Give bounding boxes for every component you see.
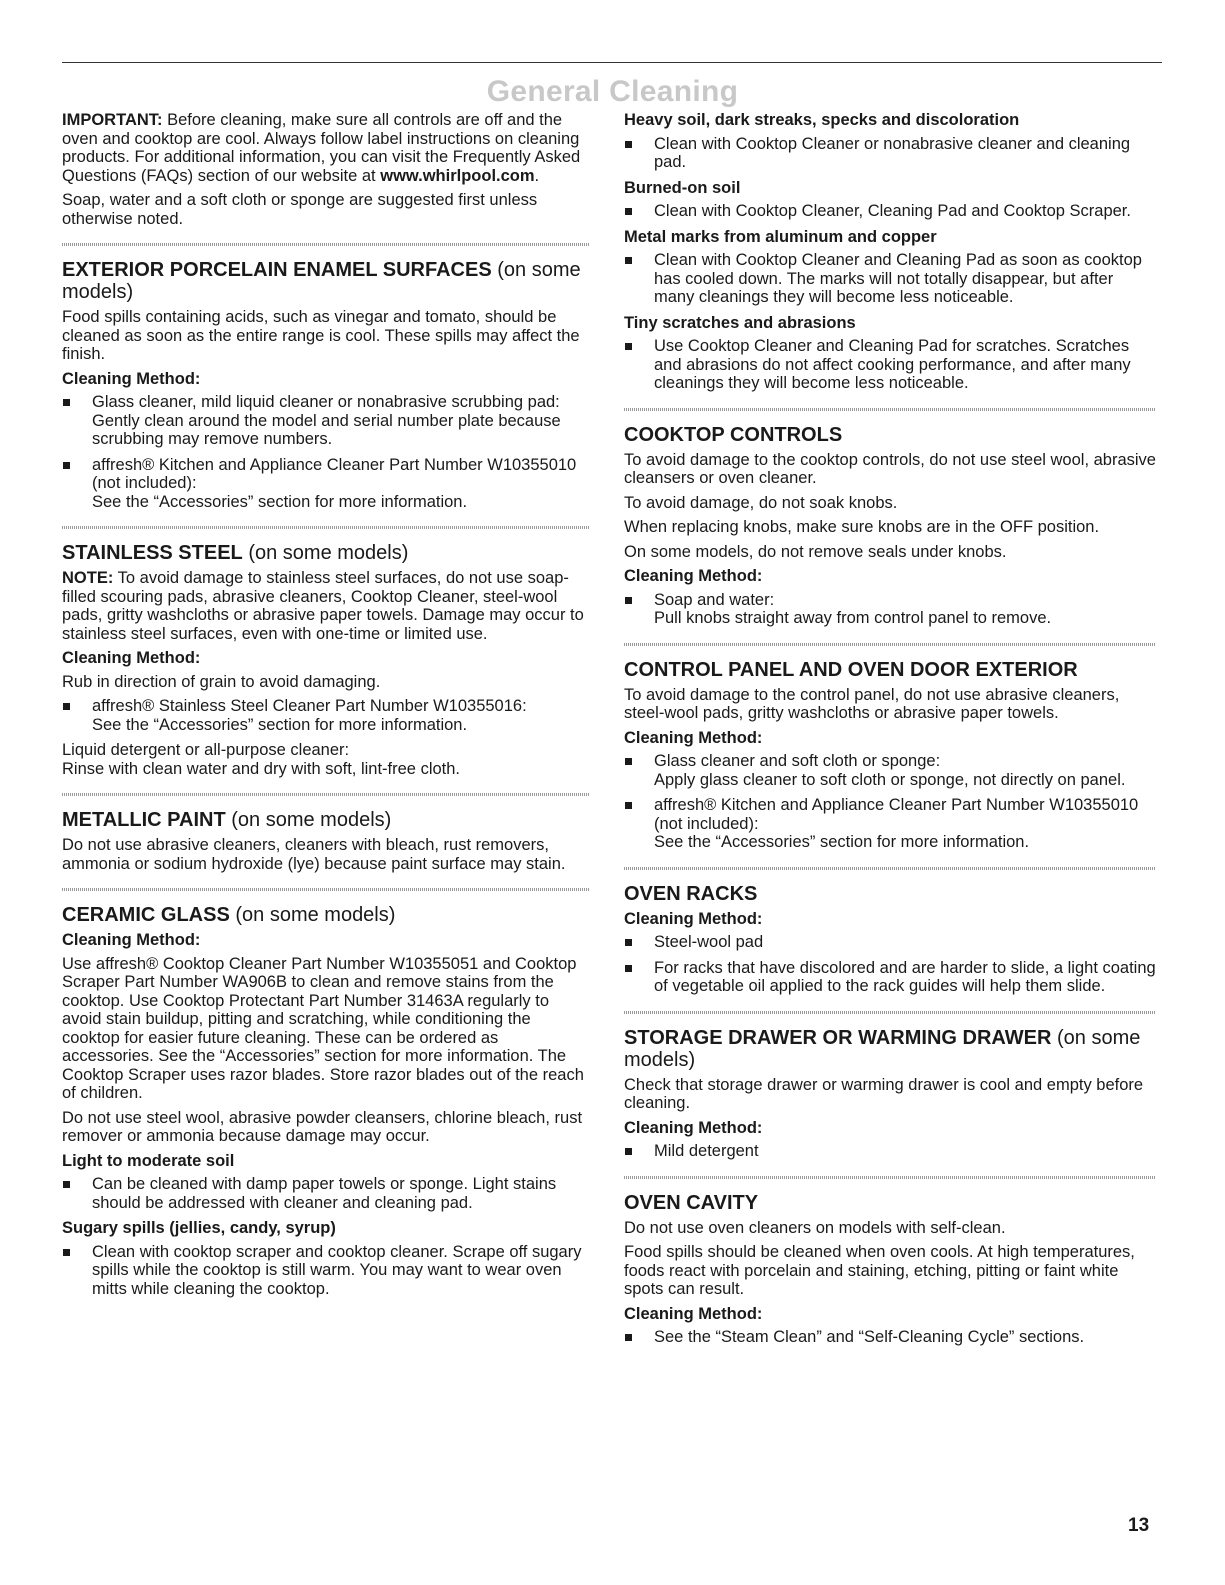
paragraph: Food spills containing acids, such as vinegar and tomato, should be cleaned as soon as the entire range is cool. These spills may affect the finish. xyxy=(62,308,580,363)
section-ceramic-glass xyxy=(62,904,590,1298)
cleaning-method-label: Cleaning Method: xyxy=(624,1304,763,1323)
section-heading xyxy=(62,259,590,303)
heading-note: (on some models) xyxy=(62,259,581,303)
bullet-square-icon xyxy=(625,1334,632,1341)
section-storage-drawer xyxy=(624,1027,1156,1161)
section-heading xyxy=(624,659,1156,681)
bullet-square-icon xyxy=(63,1181,70,1188)
heading-bold: STAINLESS STEEL xyxy=(62,542,243,564)
bullet-square-icon xyxy=(625,141,632,148)
bullet-subtext: See the “Accessories” section for more information. xyxy=(654,833,1030,851)
important-text: Before cleaning, make sure all controls are off and the oven and cooktop are cool. Always follow label instructions on cleaning products. For additional information, you can visit the Frequently Asked Questions (FAQs) section of our website at xyxy=(62,111,581,185)
section-heading xyxy=(62,809,590,831)
section-divider xyxy=(624,643,1156,646)
paragraph: Do not use oven cleaners on models with self-clean. xyxy=(624,1218,1006,1237)
heading-note: (on some models) xyxy=(242,542,409,564)
bullet-text: See the “Steam Clean” and “Self-Cleaning Cycle” sections. xyxy=(654,1328,1085,1346)
heading-bold: STORAGE DRAWER OR WARMING DRAWER xyxy=(624,1026,1052,1049)
bullet-text: affresh® Stainless Steel Cleaner Part Number W10355016: xyxy=(92,697,527,715)
section-control-panel xyxy=(624,659,1156,852)
bullet-text: Use Cooktop Cleaner and Cleaning Pad for scratches. Scratches and abrasions do not affect cooking performance, and after many cleanings they will become less noticeable. xyxy=(654,337,1131,392)
section-divider xyxy=(62,793,590,796)
bullet-square-icon xyxy=(625,208,632,215)
section-divider xyxy=(624,867,1156,870)
bullet-square-icon xyxy=(625,597,632,604)
bullet-text: affresh® Kitchen and Appliance Cleaner Part Number W10355010 (not included): xyxy=(92,455,577,492)
paragraph: To avoid damage to the cooktop controls, do not use steel wool, abrasive cleansers or oven cleaner. xyxy=(624,450,1156,487)
section-divider xyxy=(62,243,590,246)
bullet-square-icon xyxy=(63,462,70,469)
page-title: General Cleaning xyxy=(486,75,739,108)
bullet-item xyxy=(624,591,1156,628)
heading-bold: OVEN CAVITY xyxy=(624,1191,759,1214)
heading-note: (on some models) xyxy=(225,809,392,831)
subheading: Heavy soil, dark streaks, specks and discoloration xyxy=(624,111,1020,129)
bullet-item xyxy=(624,251,1156,307)
paragraph: To avoid damage to the control panel, do not use abrasive cleaners, steel-wool pads, gritty washcloths or abrasive paper towels. xyxy=(624,685,1120,722)
subheading: Burned-on soil xyxy=(624,178,741,197)
section-heading xyxy=(62,542,590,564)
bullet-square-icon xyxy=(625,939,632,946)
bullet-subtext: See the “Accessories” section for more information. xyxy=(92,715,468,734)
bullet-item xyxy=(62,1243,590,1299)
subheading: Metal marks from aluminum and copper xyxy=(624,227,937,246)
cleaning-method-label: Cleaning Method: xyxy=(62,931,201,949)
rinse-text: Rinse with clean water and dry with soft, lint-free cloth. xyxy=(62,759,461,778)
bullet-text: Steel-wool pad xyxy=(654,933,764,951)
bullet-square-icon xyxy=(625,343,632,350)
bullet-text: affresh® Kitchen and Appliance Cleaner Part Number W10355010 (not included): xyxy=(654,796,1139,833)
heading-bold: OVEN RACKS xyxy=(624,882,758,905)
right-column xyxy=(624,111,1156,1354)
bullet-subtext: See the “Accessories” section for more information. xyxy=(92,492,468,511)
bullet-item xyxy=(624,959,1156,996)
section-divider xyxy=(624,1176,1156,1179)
heading-bold: METALLIC PAINT xyxy=(62,809,226,831)
bullet-text: Mild detergent xyxy=(654,1142,759,1160)
section-cooktop-controls xyxy=(624,424,1156,628)
section-stainless-steel xyxy=(62,542,590,778)
cleaning-method-label: Cleaning Method: xyxy=(624,1118,763,1137)
paragraph: On some models, do not remove seals under knobs. xyxy=(624,542,1007,561)
soap-paragraph: Soap, water and a soft cloth or sponge are suggested first unless otherwise noted. xyxy=(62,191,538,228)
heading-bold: CERAMIC GLASS xyxy=(62,904,230,926)
bullet-item xyxy=(624,752,1156,789)
heading-bold: CONTROL PANEL AND OVEN DOOR EXTERIOR xyxy=(624,658,1078,681)
bullet-square-icon xyxy=(63,703,70,710)
bullet-text: Clean with cooktop scraper and cooktop cleaner. Scrape off sugary spills while the cooktop is still warm. You may want to wear oven mitts while cleaning the cooktop. xyxy=(92,1242,582,1298)
bullet-square-icon xyxy=(625,965,632,972)
paragraph: Food spills should be cleaned when oven cools. At high temperatures, foods react with porcelain and staining, etching, pitting or faint white spots can result. xyxy=(624,1243,1135,1298)
important-label: IMPORTANT: xyxy=(62,111,163,129)
section-divider xyxy=(62,526,590,529)
bullet-subtext: Gently clean around the model and serial number plate because scrubbing may remove numbers. xyxy=(92,411,561,448)
bullet-text: Clean with Cooktop Cleaner or nonabrasive cleaner and cleaning pad. xyxy=(654,134,1131,171)
paragraph: To avoid damage, do not soak knobs. xyxy=(624,493,898,512)
bullet-square-icon xyxy=(625,758,632,765)
cleaning-method-label: Cleaning Method: xyxy=(624,728,763,747)
important-paragraph xyxy=(62,111,590,185)
bullet-item xyxy=(62,1175,590,1212)
section-oven-cavity xyxy=(624,1192,1156,1347)
note-paragraph xyxy=(62,569,590,643)
left-column xyxy=(62,111,590,1305)
bullet-item xyxy=(62,456,590,512)
section-heading xyxy=(624,424,1156,446)
subheading: Sugary spills (jellies, candy, syrup) xyxy=(62,1219,336,1237)
bullet-subtext: Apply glass cleaner to soft cloth or sponge, not directly on panel. xyxy=(654,770,1126,789)
cleaning-method-label: Cleaning Method: xyxy=(62,369,201,388)
bullet-text: For racks that have discolored and are harder to slide, a light coating of vegetable oil applied to the rack guides will help them slide. xyxy=(654,958,1156,995)
section-heading xyxy=(624,1192,1156,1214)
bullet-subtext: Pull knobs straight away from control panel to remove. xyxy=(654,609,1052,627)
bullet-text: Glass cleaner and soft cloth or sponge: xyxy=(654,752,941,770)
bullet-text: Glass cleaner, mild liquid cleaner or nonabrasive scrubbing pad: xyxy=(92,393,560,411)
liquid-text: Liquid detergent or all-purpose cleaner: xyxy=(62,741,350,759)
bullet-item xyxy=(624,135,1156,172)
section-oven-racks xyxy=(624,883,1156,996)
section-divider xyxy=(624,1011,1156,1014)
bullet-square-icon xyxy=(625,257,632,264)
bullet-item xyxy=(624,796,1156,852)
bullet-square-icon xyxy=(63,399,70,406)
section-divider xyxy=(624,408,1156,411)
section-exterior xyxy=(62,259,590,511)
heading-bold: EXTERIOR PORCELAIN ENAMEL SURFACES xyxy=(62,259,492,281)
paragraph: Rub in direction of grain to avoid damaging. xyxy=(62,672,381,691)
bullet-square-icon xyxy=(625,1148,632,1155)
cleaning-method-label: Cleaning Method: xyxy=(624,567,763,585)
bullet-square-icon xyxy=(625,802,632,809)
bullet-text: Soap and water: xyxy=(654,590,775,609)
bullet-text: Clean with Cooktop Cleaner, Cleaning Pad and Cooktop Scraper. xyxy=(654,202,1131,220)
subheading: Tiny scratches and abrasions xyxy=(624,313,856,332)
section-heading xyxy=(624,883,1156,905)
heading-bold: COOKTOP CONTROLS xyxy=(624,423,843,446)
note-text: To avoid damage to stainless steel surfaces, do not use soap-filled scouring pads, abrasive cleaners, Cooktop Cleaner, steel-wool pads, gritty washcloths or abrasive paper towels. Damage may occur to stainless steel surfaces, even with one-time or limited use. xyxy=(62,569,584,643)
heading-note: (on some models) xyxy=(624,1026,1141,1071)
bullet-item xyxy=(624,1142,1156,1161)
paragraph: Check that storage drawer or warming drawer is cool and empty before cleaning. xyxy=(624,1075,1144,1112)
note-label: NOTE: xyxy=(62,569,114,587)
paragraph xyxy=(62,741,590,778)
section-heading xyxy=(624,1027,1156,1071)
bullet-text: Clean with Cooktop Cleaner and Cleaning Pad as soon as cooktop has cooled down. The marks will not totally disappear, but after many cleanings they will become less noticeable. xyxy=(654,251,1142,306)
paragraph: Do not use abrasive cleaners, cleaners with bleach, rust removers, ammonia or sodium hydroxide (lye) because paint surface may stain. xyxy=(62,836,566,873)
bullet-item xyxy=(624,337,1156,393)
website-end: . xyxy=(534,166,540,185)
paragraph: Use affresh® Cooktop Cleaner Part Number W10355051 and Cooktop Scraper Part Number WA906B to clean and remove stains from the cooktop. Use Cooktop Protectant Part Number 31463A regularly to avoid stain buildup, pitting and scratching, while conditioning the cooktop for easier future cleaning. These can be ordered as accessories. See the “Accessories” section for more information. The Cooktop Scraper uses razor blades. Store razor blades out of the reach of children. xyxy=(62,954,584,1102)
subheading: Light to moderate soil xyxy=(62,1151,235,1170)
bullet-square-icon xyxy=(63,1249,70,1256)
cleaning-method-label: Cleaning Method: xyxy=(62,649,201,667)
bullet-item xyxy=(62,697,590,734)
section-divider xyxy=(62,888,590,891)
bullet-text: Can be cleaned with damp paper towels or sponge. Light stains should be addressed with cleaner and cleaning pad. xyxy=(92,1175,557,1212)
bullet-item xyxy=(624,202,1156,221)
bullet-item xyxy=(624,1328,1156,1347)
paragraph: Do not use steel wool, abrasive powder cleansers, chlorine bleach, rust remover or ammonia because damage may occur. xyxy=(62,1108,583,1145)
top-rule xyxy=(62,62,1162,63)
bullet-item xyxy=(62,393,590,449)
paragraph: When replacing knobs, make sure knobs are in the OFF position. xyxy=(624,518,1100,536)
website-link[interactable]: www.whirlpool.com xyxy=(380,166,535,185)
bullet-item xyxy=(624,933,1156,952)
section-metallic-paint xyxy=(62,809,590,873)
heading-note: (on some models) xyxy=(229,904,396,926)
section-heading xyxy=(62,904,590,926)
page-number: 13 xyxy=(1128,1515,1150,1536)
cleaning-method-label: Cleaning Method: xyxy=(624,909,763,928)
